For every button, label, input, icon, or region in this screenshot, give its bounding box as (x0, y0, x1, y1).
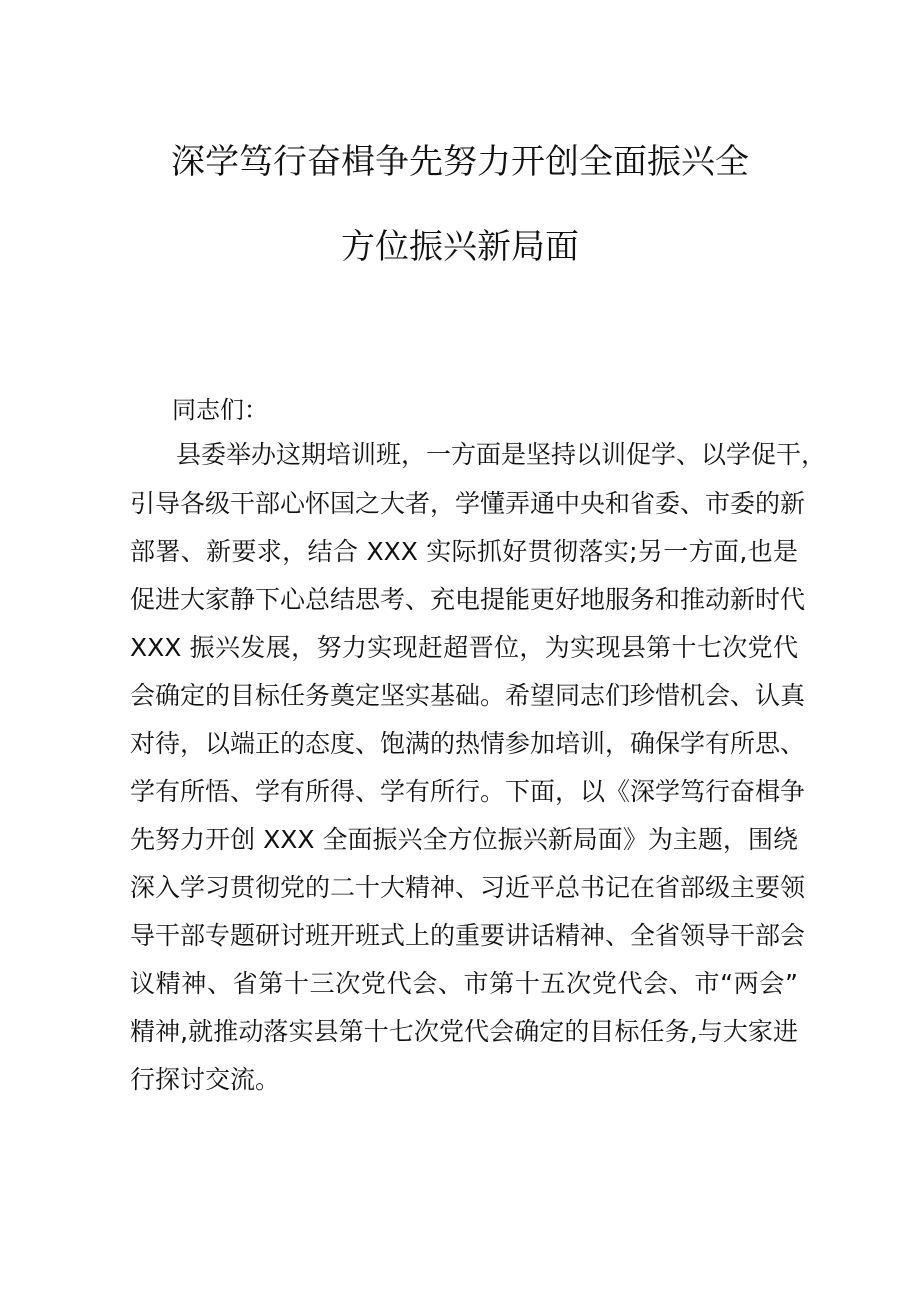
paragraph-line: 促进大家静下心总结思考、充电提能更好地服务和推动新时代 (130, 585, 806, 614)
paragraph-line: 县委举办这期培训班，一方面是坚持以训促学、以学促干， (176, 440, 827, 469)
paragraph-line: 议精神、省第十三次党代会、市第十五次党代会、市“两会” (130, 969, 798, 998)
paragraph-line: 会确定的目标任务奠定坚实基础。希望同志们珍惜机会、认真 (130, 681, 806, 710)
paragraph-line: 行探讨交流。 (130, 1065, 281, 1094)
paragraph-line: 学有所悟、学有所得、学有所行。下面，以《深学笃行奋楫争 (130, 777, 806, 806)
paragraph-line: 精神,就推动落实县第十七次党代会确定的目标任务,与大家进 (130, 1017, 798, 1046)
document-title-line-1: 深学笃行奋楫争先努力开创全面振兴全 (171, 142, 749, 182)
paragraph-line: 先努力开创 XXX 全面振兴全方位振兴新局面》为主题，围绕 (130, 825, 798, 854)
document-title-line-2: 方位振兴新局面 (341, 227, 579, 267)
paragraph-line: 导干部专题研讨班开班式上的重要讲话精神、全省领导干部会 (130, 921, 806, 950)
paragraph-line: 引导各级干部心怀国之大者，学懂弄通中央和省委、市委的新 (130, 489, 806, 518)
paragraph-line: 部署、新要求，结合 XXX 实际抓好贯彻落实;另一方面,也是 (130, 537, 798, 566)
paragraph-line: XXX 振兴发展，努力实现赶超晋位，为实现县第十七次党代 (130, 633, 798, 662)
salutation: 同志们： (172, 396, 268, 424)
paragraph-line: 对待，以端正的态度、饱满的热情参加培训，确保学有所思、 (130, 729, 806, 758)
paragraph-line: 深入学习贯彻党的二十大精神、习近平总书记在省部级主要领 (130, 873, 806, 902)
